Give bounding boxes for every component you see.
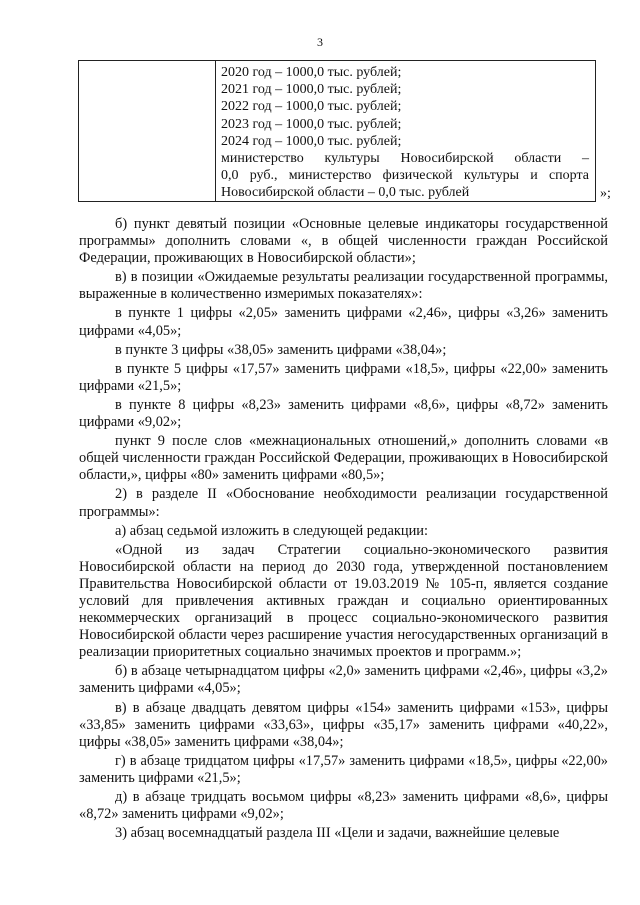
paragraph: в пункте 3 цифры «38,05» заменить цифрами «38,04»; [115,341,447,358]
funding-table [78,60,596,202]
table-column-divider [215,61,216,201]
paragraph: «Одной из задач Стратегии социально-экономического развития Новосибирской области на период до 2030 года, утвержденной постановлением Правительства Новосибирской области от 19.03.2019 № 105-п, является создание условий для привлечения активных граждан и социально ориентированных некоммерческих организаций в процесс социально-экономического развития Новосибирской области через расширение участия негосударственных организаций в реализации приоритетных социально значимых проектов и программ.»; [79,541,608,661]
funding-line-2023: 2023 год – 1000,0 тыс. рублей; [221,116,402,132]
paragraph: г) в абзаце тридцатом цифры «17,57» заменить цифрами «18,5», цифры «22,00» заменить цифрами «21,5»; [79,752,608,786]
document-body [79,216,608,844]
paragraph: б) пункт девятый позиции «Основные целевые индикаторы государственной программы» дополнить словами «, в общей численности граждан Российской Федерации, проживающих в Новосибирской области»; [79,216,608,267]
funding-cell [221,64,589,202]
paragraph: в пункте 1 цифры «2,05» заменить цифрами «2,46», цифры «3,26» заменить цифрами «4,05»; [79,305,608,339]
paragraph: в пункте 5 цифры «17,57» заменить цифрами «18,5», цифры «22,00» заменить цифрами «21,5»; [79,360,608,394]
paragraph: д) в абзаце тридцать восьмом цифры «8,23» заменить цифрами «8,6», цифры «8,72» заменить цифрами «9,02»; [79,789,608,823]
funding-line-2021: 2021 год – 1000,0 тыс. рублей; [221,82,402,98]
paragraph: 3) абзац восемнадцатый раздела III «Цели и задачи, важнейшие целевые [115,825,560,842]
paragraph: б) в абзаце четырнадцатом цифры «2,0» заменить цифрами «2,46», цифры «3,2» заменить цифрами «4,05»; [79,663,608,697]
page-number: 3 [317,35,323,49]
ministry-line-1: министерство культуры Новосибирской области – [221,151,589,167]
funding-line-2022: 2022 год – 1000,0 тыс. рублей; [221,99,402,115]
paragraph: 2) в разделе II «Обоснование необходимости реализации государственной программы»: [79,486,608,520]
ministry-line-3: Новосибирской области – 0,0 тыс. рублей [221,185,470,201]
paragraph: в) в позиции «Ожидаемые результаты реализации государственной программы, выраженные в количественно измеримых показателях»: [79,269,608,303]
paragraph: в) в абзаце двадцать девятом цифры «154» заменить цифрами «153», цифры «33,85» заменить цифрами «33,63», цифры «35,17» заменить цифрами «40,22», цифры «38,05» заменить цифрами «38,04»; [79,699,608,750]
paragraph: в пункте 8 цифры «8,23» заменить цифрами «8,6», цифры «8,72» заменить цифрами «9,02»; [79,396,608,431]
funding-line-2020: 2020 год – 1000,0 тыс. рублей; [221,65,402,80]
ministry-line-2: 0,0 руб., министерство физической культуры и спорта [221,168,589,184]
funding-line-2024: 2024 год – 1000,0 тыс. рублей; [221,133,402,149]
table-closing-quote: »; [600,186,611,201]
paragraph: а) абзац седьмой изложить в следующей редакции: [115,522,428,539]
paragraph: пункт 9 после слов «межнациональных отношений,» дополнить словами «в общей численности граждан Российской Федерации, проживающих в Новосибирской области,», цифры «80» заменить цифрами «80,5»; [79,433,608,484]
